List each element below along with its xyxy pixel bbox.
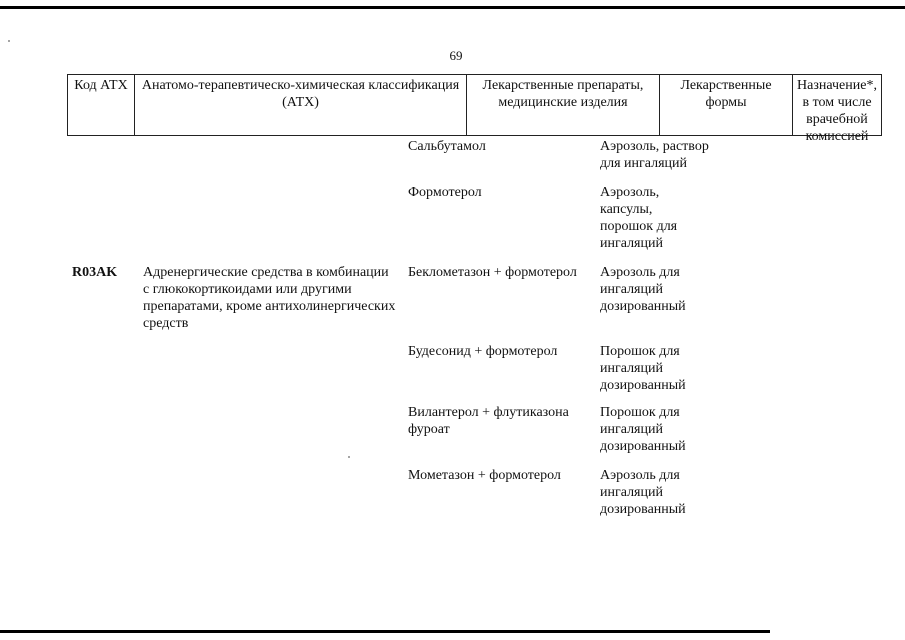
drug-name: Беклометазон + формотерол: [408, 265, 577, 280]
drug-form: Аэрозоль для ингаляций дозированный: [600, 468, 686, 517]
drug-form: Аэрозоль, раствор для ингаляций: [600, 139, 709, 171]
scan-speck: [348, 456, 350, 458]
scan-speck: [8, 40, 10, 42]
atx-classification: Адренергические средства в комбинации с глюкокортикоидами или другими препаратами, кроме антихолинергических средств: [143, 265, 396, 331]
drug-name: Формотерол: [408, 185, 482, 200]
bottom-rule: [0, 630, 770, 633]
drug-form: Порошок для ингаляций дозированный: [600, 344, 686, 393]
atx-code: R03AK: [72, 265, 118, 280]
header-drugs: Лекарственные препараты, медицинские изделия: [467, 75, 660, 135]
drug-name: Будесонид + формотерол: [408, 344, 558, 359]
page-number: 69: [449, 48, 463, 63]
drug-name: Мометазон + формотерол: [408, 468, 561, 483]
drug-form: Порошок для ингаляций дозированный: [600, 405, 686, 454]
drug-name: Сальбутамол: [408, 139, 486, 154]
drug-name: Вилантерол + флутиказона фуроат: [408, 405, 569, 437]
header-code: Код АТХ: [68, 75, 135, 135]
header-purpose: Назначение*, в том числе врачебной комиссией: [797, 78, 877, 144]
header-classification: Анатомо-терапевтическо-химическая классификация (АТХ): [135, 75, 467, 135]
drug-form: Аэрозоль для ингаляций дозированный: [600, 265, 686, 314]
top-rule: [0, 6, 905, 9]
drug-form: Аэрозоль, капсулы, порошок для ингаляций: [600, 185, 678, 251]
table-header: [67, 74, 882, 144]
header-forms: Лекарственные формы: [660, 75, 793, 135]
